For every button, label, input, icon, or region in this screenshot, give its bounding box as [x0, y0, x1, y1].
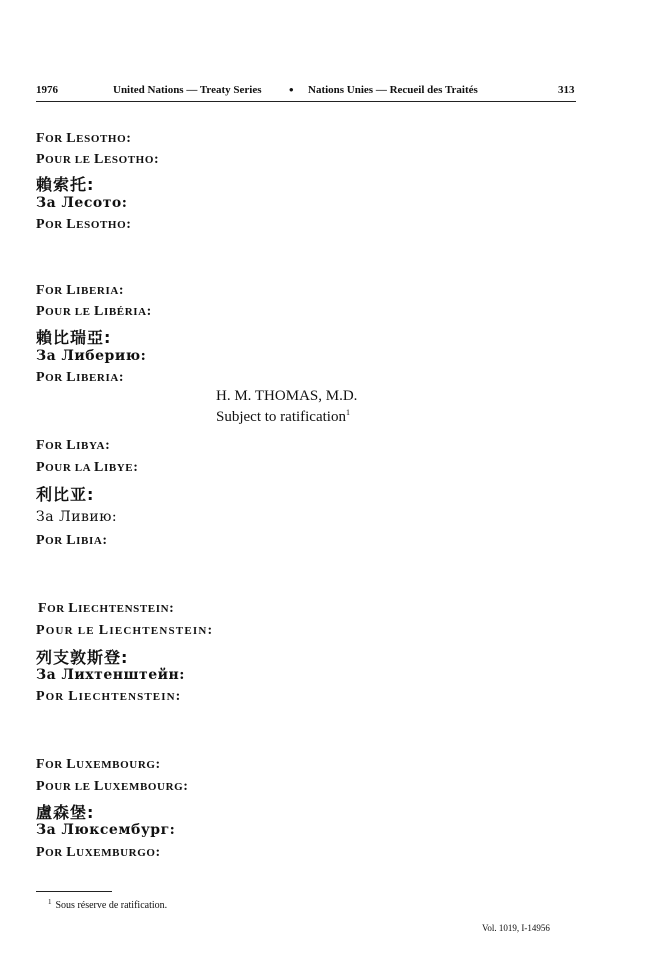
- signatory-ru-liberia: За Либерию:: [36, 348, 147, 364]
- header-page-number: 313: [558, 84, 575, 96]
- signatory-ru-liechtenstein: За Лихтенштейн:: [36, 667, 185, 683]
- signatory-ru-libya: За Ливию:: [36, 509, 118, 525]
- footnote-rule: [36, 891, 112, 892]
- footnote-text: Sous réserve de ratification.: [55, 900, 168, 911]
- footnote-number: 1: [48, 898, 52, 906]
- header-year: 1976: [36, 84, 58, 96]
- signatory-fr-lesotho: POUR LE LESOTHO:: [36, 152, 160, 167]
- signatory-es-libya: POR LIBIA:: [36, 533, 108, 548]
- signatory-zh-liechtenstein: 列支敦斯登:: [36, 648, 129, 667]
- signatory-fr-libya: POUR LA LIBYE:: [36, 460, 139, 475]
- footnote-marker: 1: [345, 408, 350, 417]
- header-rule: [36, 101, 576, 102]
- header-bullet: •: [289, 82, 294, 97]
- volume-reference: Vol. 1019, I-14956: [482, 923, 550, 933]
- signatory-zh-luxembourg: 盧森堡:: [36, 803, 95, 822]
- signatory-en-liechtenstein: FOR LIECHTENSTEIN:: [38, 601, 175, 616]
- signatory-ru-luxembourg: За Люксембург:: [36, 822, 176, 838]
- signatory-zh-libya: 利比亚:: [36, 485, 95, 504]
- signatory-es-liechtenstein: POR LIECHTENSTEIN:: [36, 689, 182, 704]
- signatory-fr-luxembourg: POUR LE LUXEMBOURG:: [36, 779, 189, 794]
- signatory-en-luxembourg: FOR LUXEMBOURG:: [36, 757, 161, 772]
- header-series-fr: Nations Unies — Recueil des Traités: [308, 84, 478, 96]
- signatory-en-libya: FOR LIBYA:: [36, 438, 111, 453]
- signatory-fr-liechtenstein: POUR LE LIECHTENSTEIN:: [36, 623, 214, 638]
- running-header: [36, 84, 576, 100]
- signature-note: Subject to ratification$^1$: [216, 408, 350, 425]
- signatory-en-lesotho: FOR LESOTHO:: [36, 131, 132, 146]
- footnote: [48, 898, 167, 911]
- signatory-es-liberia: POR LIBERIA:: [36, 370, 125, 385]
- signatory-zh-lesotho: 賴索托:: [36, 175, 95, 194]
- signatory-es-lesotho: POR LESOTHO:: [36, 217, 132, 232]
- signature-name: H. M. THOMAS, M.D.: [216, 388, 358, 404]
- signatory-es-luxembourg: POR LUXEMBURGO:: [36, 845, 161, 860]
- signatory-zh-liberia: 賴比瑞亞:: [36, 328, 112, 347]
- signatory-en-liberia: FOR LIBERIA:: [36, 283, 125, 298]
- header-series-en: United Nations — Treaty Series: [113, 84, 262, 96]
- signatory-ru-lesotho: За Лесото:: [36, 195, 128, 211]
- signatory-fr-liberia: POUR LE LIBÉRIA:: [36, 304, 152, 319]
